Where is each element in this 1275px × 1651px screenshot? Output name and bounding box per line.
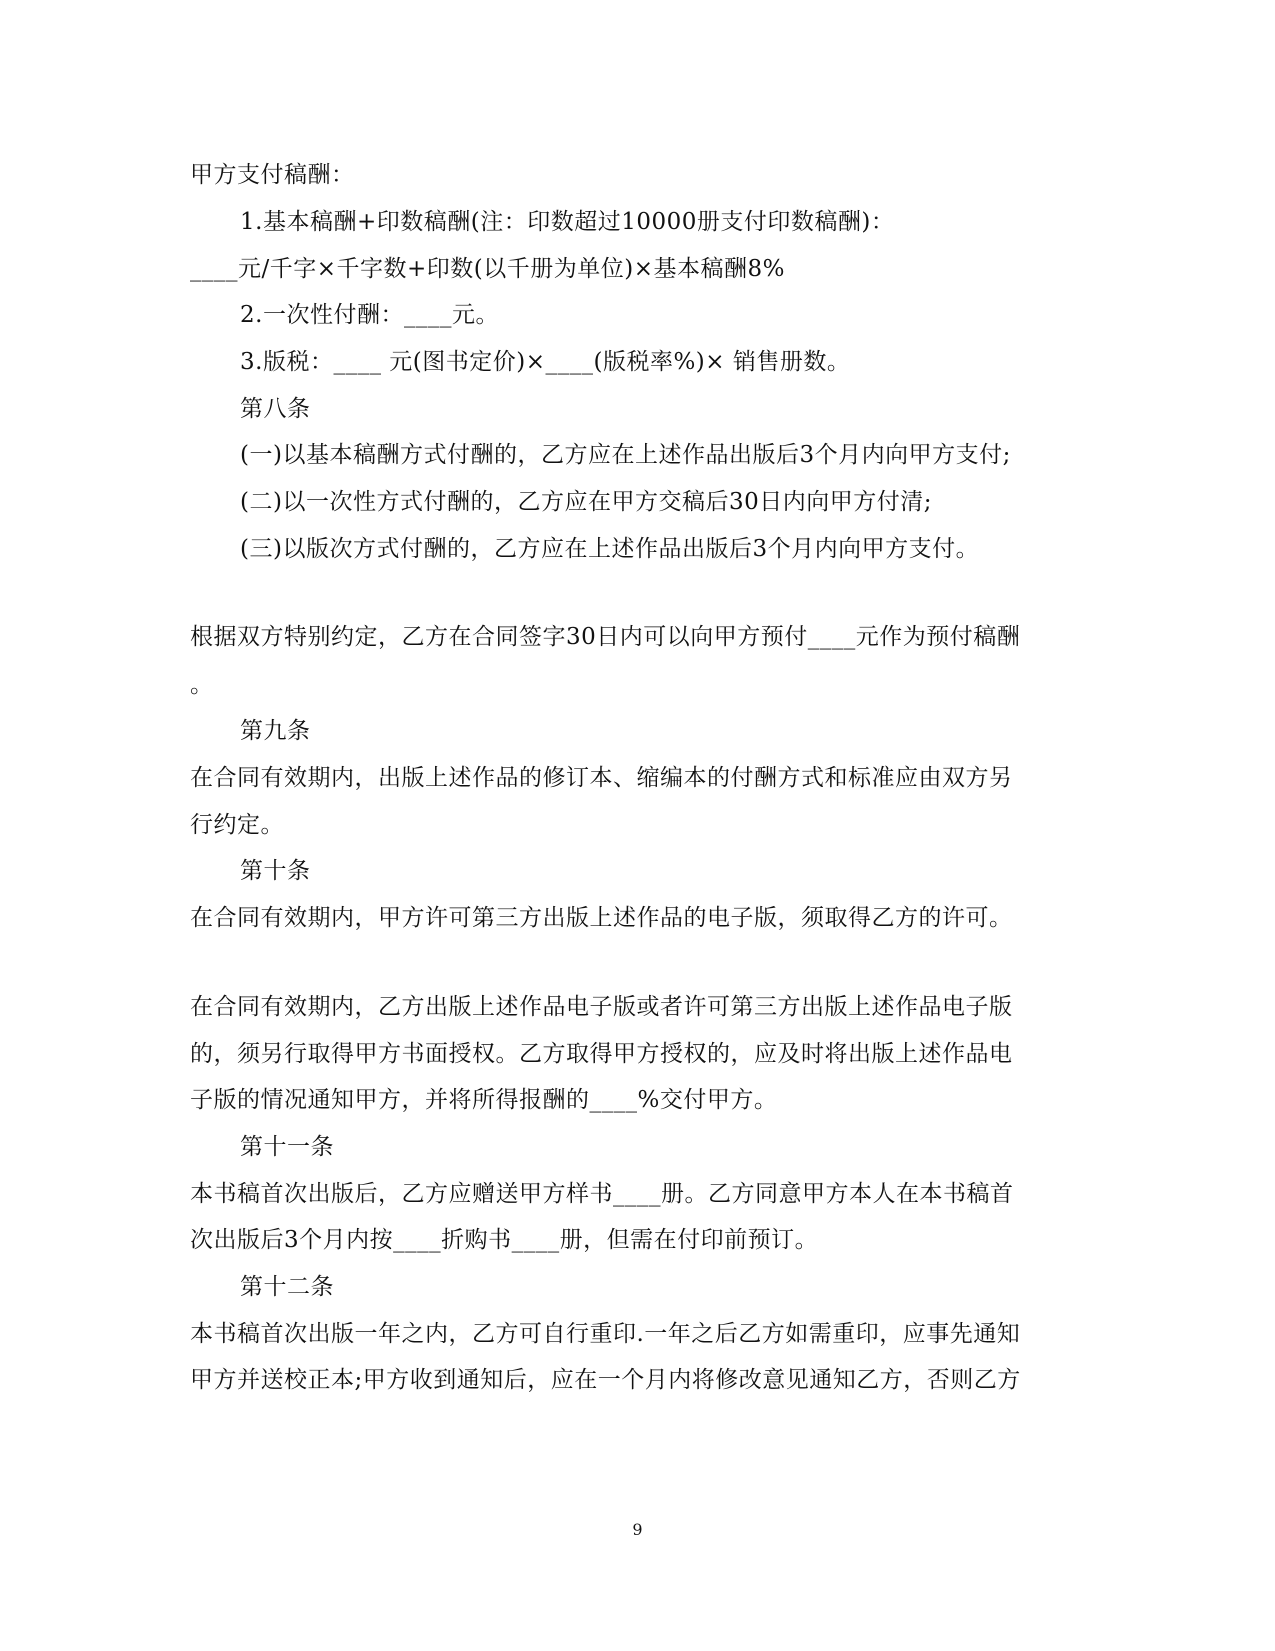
text-line: (二)以一次性方式付酬的，乙方应在甲方交稿后30日内向甲方付清; — [240, 489, 932, 515]
section-heading: 第十条 — [240, 858, 311, 884]
text-line: 2.一次性付酬：____元。 — [240, 302, 499, 328]
section-heading: 第九条 — [240, 718, 311, 744]
text-line: 在合同有效期内，出版上述作品的修订本、缩编本的付酬方式和标准应由双方另 — [190, 765, 1013, 791]
text-line: 子版的情况通知甲方，并将所得报酬的____%交付甲方。 — [190, 1087, 778, 1113]
text-line: (三)以版次方式付酬的，乙方应在上述作品出版后3个月内向甲方支付。 — [240, 536, 980, 562]
text-line: 根据双方特别约定，乙方在合同签字30日内可以向甲方预付____元作为预付稿酬 — [190, 624, 1021, 650]
text-line: 1.基本稿酬+印数稿酬(注：印数超过10000册支付印数稿酬)： — [240, 209, 895, 235]
text-line: 的，须另行取得甲方书面授权。乙方取得甲方授权的，应及时将出版上述作品电 — [190, 1041, 1013, 1067]
text-line: 甲方并送校正本;甲方收到通知后，应在一个月内将修改意见通知乙方，否则乙方 — [190, 1367, 1021, 1393]
text-line: 在合同有效期内，乙方出版上述作品电子版或者许可第三方出版上述作品电子版 — [190, 994, 1013, 1020]
text-line: 在合同有效期内，甲方许可第三方出版上述作品的电子版，须取得乙方的许可。 — [190, 905, 1013, 931]
section-heading: 第八条 — [240, 396, 311, 422]
text-line: 3.版税：____ 元(图书定价)×____(版税率%)× 销售册数。 — [240, 349, 851, 375]
text-line: 本书稿首次出版一年之内，乙方可自行重印.一年之后乙方如需重印，应事先通知 — [190, 1321, 1021, 1347]
section-heading: 第十二条 — [240, 1274, 334, 1300]
text-line: 甲方支付稿酬： — [190, 162, 355, 188]
text-line: ____元/千字×千字数+印数(以千册为单位)×基本稿酬8% — [190, 256, 785, 282]
text-line: 行约定。 — [190, 812, 284, 838]
text-line: 次出版后3个月内按____折购书____册，但需在付印前预订。 — [190, 1227, 819, 1253]
page-number: 9 — [632, 1520, 643, 1539]
text-line: (一)以基本稿酬方式付酬的，乙方应在上述作品出版后3个月内向甲方支付; — [240, 442, 1011, 468]
section-heading: 第十一条 — [240, 1134, 334, 1160]
text-line: 。 — [190, 672, 214, 698]
text-line: 本书稿首次出版后，乙方应赠送甲方样书____册。乙方同意甲方本人在本书稿首 — [190, 1181, 1014, 1207]
